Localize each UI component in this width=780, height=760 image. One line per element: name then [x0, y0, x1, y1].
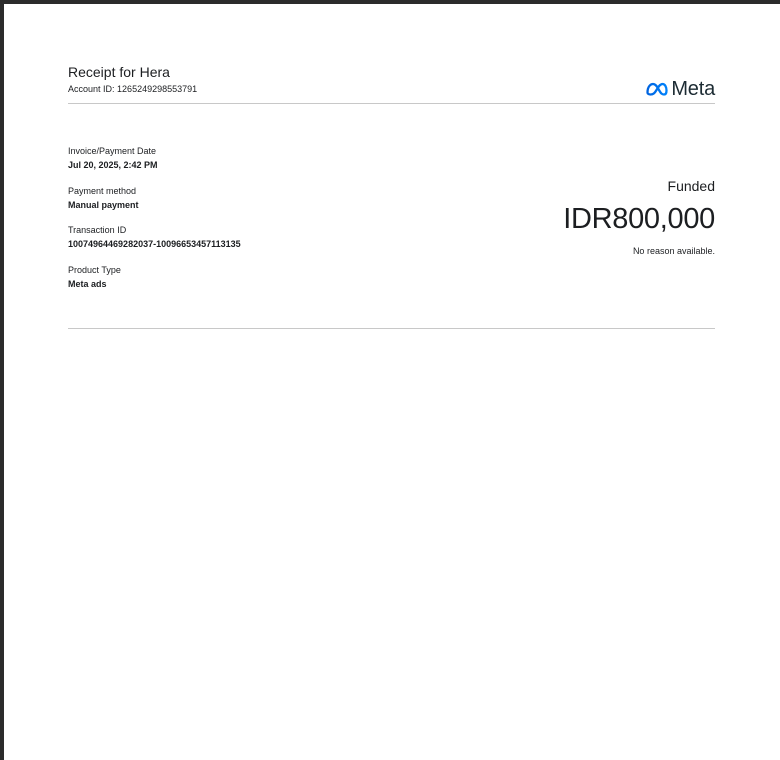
- payment-method-value: Manual payment: [68, 200, 139, 210]
- transaction-id-field: [68, 224, 241, 250]
- payment-method-field: [68, 185, 139, 211]
- meta-logo-text: Meta: [671, 78, 715, 100]
- meta-infinity-icon: [645, 82, 668, 96]
- header-divider: [68, 103, 715, 104]
- meta-logo: [645, 78, 715, 100]
- transaction-id-value: 10074964469282037-10096653457113135: [68, 239, 241, 249]
- invoice-date-label: Invoice/Payment Date: [68, 146, 157, 156]
- transaction-id-label: Transaction ID: [68, 225, 127, 235]
- invoice-date-field: [68, 145, 158, 171]
- footer-divider: [68, 328, 715, 329]
- product-type-field: [68, 264, 121, 290]
- invoice-date-value: Jul 20, 2025, 2:42 PM: [68, 160, 158, 170]
- account-id-label: Account ID:: [68, 84, 115, 94]
- status-reason: No reason available.: [632, 246, 715, 256]
- payment-method-label: Payment method: [68, 186, 137, 196]
- payment-status: Funded: [667, 178, 715, 194]
- account-id-line: [68, 84, 197, 94]
- receipt-page: [4, 4, 780, 760]
- product-type-value: Meta ads: [68, 279, 107, 289]
- receipt-title: Receipt for Hera: [68, 64, 170, 80]
- payment-amount: IDR800,000: [563, 203, 715, 235]
- account-id-value: 1265249298553791: [117, 84, 198, 94]
- receipt-header: [68, 64, 715, 104]
- product-type-label: Product Type: [68, 265, 121, 275]
